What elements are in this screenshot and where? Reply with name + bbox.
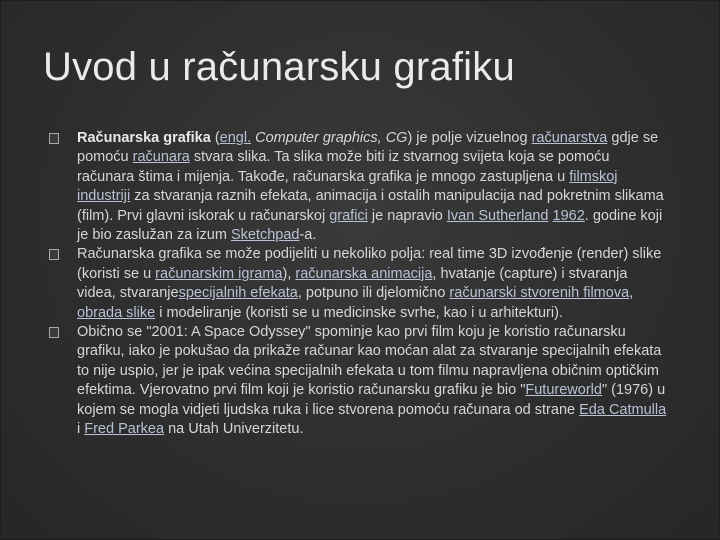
bullet-marker-icon (49, 327, 59, 338)
link[interactable]: računarska animacija (295, 265, 433, 282)
slide-title: Uvod u računarsku grafiku (43, 45, 515, 89)
text-run: -a. (299, 227, 317, 244)
link[interactable]: filmskoj industriji (77, 168, 618, 205)
bullet-list (49, 129, 669, 440)
text-run: ), (282, 265, 296, 282)
term-bold: Računarska grafika (77, 130, 211, 146)
text-run: za stvaranja raznih efekata, animacija i ostalih manipulacija nad pokretnim slikama (film). Prvi glavni iskorak u računarskoj (77, 188, 664, 224)
text-run: gdje se pomoću (77, 130, 659, 166)
link[interactable]: grafici (329, 207, 368, 224)
text-run: ( (210, 130, 220, 146)
text-run: . godine koji je bio zaslužan za izum (77, 207, 663, 244)
text-run: , (629, 285, 634, 302)
text-run: stvara slika. Ta slika može biti iz stvarnog svijeta koja se pomoću računara štima i mijenja. Takođe, računarska grafika je mnogo zastupljena u (77, 149, 610, 185)
text-run: ) je polje vizuelnog (407, 130, 532, 146)
text-run: Obično se "2001: A Space Odyssey" spominje kao prvi film koju je koristio računarsku grafiku, iako je pokušao da prikaže računar kao moćan alat za stvaranje specijalnih efekata to nije uspio, jer je ipak većina specijalnih efekata u tom filmu napravljena običnim optičkim efektima. Vjerovatno prvi film koji je koristio računarsku grafiku je bio " (77, 324, 662, 399)
text-run: " (1976) u kojem se mogla vidjeti ljudska ruka i lice stvorena pomoću računara od strane (77, 382, 666, 418)
link[interactable]: specijalnih efekata (178, 285, 298, 302)
link[interactable]: 1962 (552, 207, 585, 224)
bullet-item (49, 323, 669, 439)
link[interactable]: engl. (219, 130, 252, 146)
link[interactable]: računarski stvorenih filmova (449, 285, 630, 302)
text-run: i modeliranje (koristi se u medicinske svrhe, kao i u arhitekturi). (155, 304, 563, 321)
term-italic: Computer graphics, CG (255, 130, 408, 146)
bullet-marker-icon (49, 249, 59, 260)
text-run: je napravio (367, 207, 447, 224)
text-run: , potpuno ili djelomično (297, 285, 450, 302)
text-run: , hvatanje (capture) i stvaranja videa, stvaranje (77, 265, 628, 302)
text-run: i (77, 421, 85, 438)
bullet-marker-icon (49, 133, 59, 144)
link[interactable]: Fred Parkea (84, 421, 165, 438)
link[interactable]: Eda Catmulla (579, 401, 667, 418)
text-run: na Utah Univerzitetu. (164, 421, 304, 438)
link[interactable]: Sketchpad (230, 227, 300, 244)
link[interactable]: Futureworld (525, 382, 602, 399)
link[interactable]: Ivan Sutherland (446, 207, 549, 224)
bullet-item (49, 245, 669, 323)
link[interactable]: računarstva (531, 130, 608, 146)
link[interactable]: računara (132, 149, 190, 166)
text-run: Računarska grafika se može podijeliti u nekoliko polja: real time 3D izvođenje (render) slike (koristi se u (77, 246, 662, 282)
link[interactable]: obrada slike (77, 304, 156, 321)
link[interactable]: računarskim igrama (155, 265, 283, 282)
bullet-item (49, 129, 669, 245)
